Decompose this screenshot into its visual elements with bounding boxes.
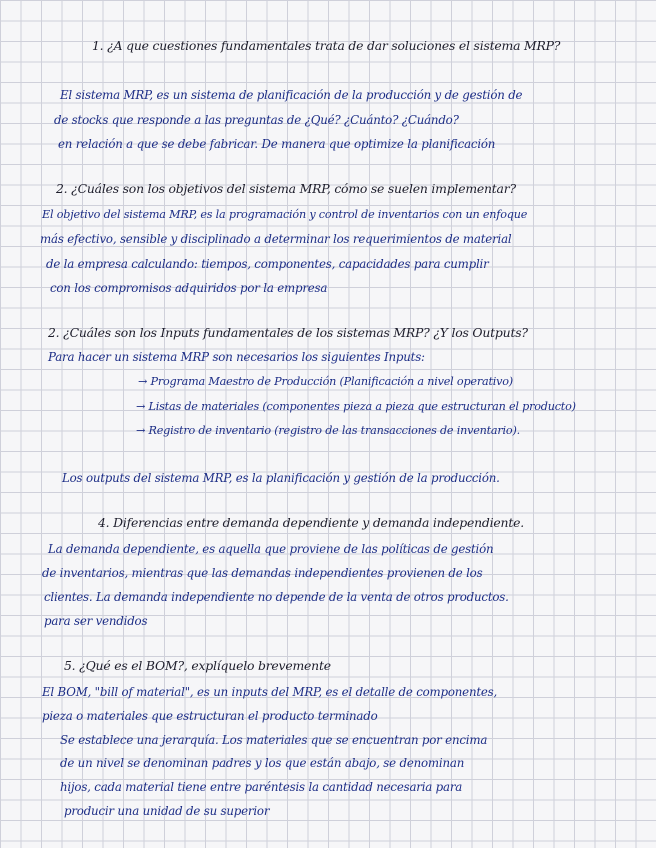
answer-4-line-3: clientes. La demanda independiente no depende de la venta de otros productos. [44,590,509,604]
answer-2-line-1: El objetivo del sistema MRP, es la programación y control de inventarios con un enfoque [42,208,528,221]
question-5: 5. ¿Qué es el BOM?, explíquelo brevemente [64,658,331,673]
answer-4-line-2: de inventarios, mientras que las demandas independientes provienen de los [42,566,483,580]
answer-2-line-2: más efectivo, sensible y disciplinado a determinar los requerimientos de material [40,232,512,246]
input-item-2: → Listas de materiales (componentes pieza a pieza que estructuran el producto) [136,400,576,413]
answer-4-line-4: para ser vendidos [44,614,148,628]
answer-1-line-3: en relación a que se debe fabricar. De manera que optimize la planificación [58,137,496,151]
answer-5-line-1: El BOM, "bill of material", es un inputs del MRP, es el detalle de componentes, [42,685,498,699]
input-item-1: → Programa Maestro de Producción (Planificación a nivel operativo) [138,375,513,388]
answer-5-line-2: pieza o materiales que estructuran el producto terminado [42,709,378,723]
answer-2-line-4: con los compromisos adquiridos por la empresa [50,281,328,295]
question-3: 2. ¿Cuáles son los Inputs fundamentales de los sistemas MRP? ¿Y los Outputs? [48,325,528,340]
answer-5-line-4: de un nivel se denominan padres y los que están abajo, se denominan [60,756,465,770]
answer-5-line-3: Se establece una jerarquía. Los materiales que se encuentran por encima [60,733,488,747]
answer-2-line-3: de la empresa calculando: tiempos, componentes, capacidades para cumplir [46,257,489,271]
answer-3-line-1: Para hacer un sistema MRP son necesarios los siguientes Inputs: [48,350,425,364]
answer-1-line-1: El sistema MRP, es un sistema de planificación de la producción y de gestión de [60,88,523,102]
answer-5-line-6: producir una unidad de su superior [64,804,270,818]
question-2: 2. ¿Cuáles son los objetivos del sistema MRP, cómo se suelen implementar? [56,181,516,196]
question-4: 4. Diferencias entre demanda dependiente y demanda independiente. [98,515,524,530]
question-1: 1. ¿A que cuestiones fundamentales trata de dar soluciones el sistema MRP? [92,38,561,53]
input-item-3: → Registro de inventario (registro de las transacciones de inventario). [136,424,520,437]
answer-5-line-5: hijos, cada material tiene entre paréntesis la cantidad necesaria para [60,780,463,794]
answer-4-line-1: La demanda dependiente, es aquella que proviene de las políticas de gestión [48,542,494,556]
outputs-line: Los outputs del sistema MRP, es la planificación y gestión de la producción. [62,471,500,485]
answer-1-line-2: de stocks que responde a las preguntas de ¿Qué? ¿Cuánto? ¿Cuándo? [54,113,459,127]
